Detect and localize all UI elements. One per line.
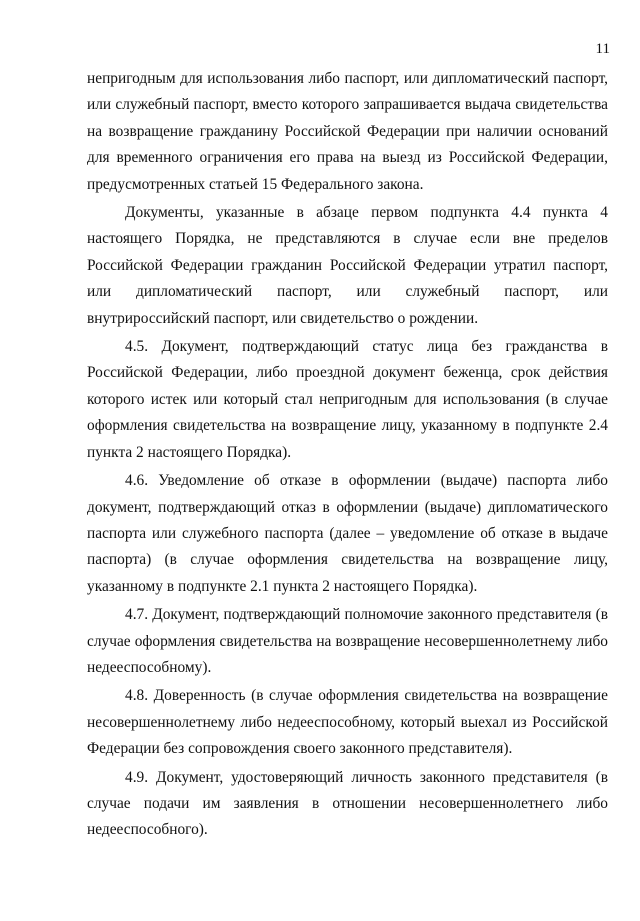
paragraph-continuation: непригодным для использования либо паспорт, или дипломатический паспорт, или служебный паспорт, вместо которого запрашивается выдача свидетельства на возвращение гражданину Российской Федерации при наличии оснований для временного ограничения его права на выезд из Российской Федерации, предусмотренных статьей 15 Федерального закона. — [87, 70, 608, 193]
paragraph-item-4-6: 4.6. Уведомление об отказе в оформлении (выдаче) паспорта либо документ, подтверждающий отказ в оформлении (выдаче) дипломатического паспорта или служебного паспорта (далее – уведомление об отказе в выдаче паспорта) (в случае оформления свидетельства на возвращение лицу, указанному в подпункте 2.1 пункта 2 настоящего Порядка). — [87, 472, 608, 595]
paragraph-item-4-7: 4.7. Документ, подтверждающий полномочие законного представителя (в случае оформления свидетельства на возвращение несовершеннолетнему либо недееспособному). — [87, 606, 608, 676]
paragraph-item-4-8: 4.8. Доверенность (в случае оформления свидетельства на возвращение несовершеннолетнему либо недееспособному, который выехал из Российской Федерации без сопровождения своего законного представителя). — [87, 687, 608, 758]
page-body — [87, 66, 608, 844]
paragraph-item-4-5: 4.5. Документ, подтверждающий статус лица без гражданства в Российской Федерации, либо проездной документ беженца, срок действия которого истек или который стал непригодным для использования (в случае оформления свидетельства на возвращение лицу, указанному в подпункте 2.4 пункта 2 настоящего Порядка). — [87, 338, 608, 461]
paragraph-item-4-9: 4.9. Документ, удостоверяющий личность законного представителя (в случае подачи им заявления в отношении несовершеннолетнего либо недееспособного). — [87, 768, 608, 839]
paragraph-documents-note: Документы, указанные в абзаце первом подпункта 4.4 пункта 4 настоящего Порядка, не представляются в случае если вне пределов Российской Федерации гражданин Российской Федерации утратил паспорт, или дипломатический паспорт, или служебный паспорт, или внутрироссийский паспорт, или свидетельство о рождении. — [87, 204, 608, 327]
page-number: 11 — [595, 41, 610, 57]
